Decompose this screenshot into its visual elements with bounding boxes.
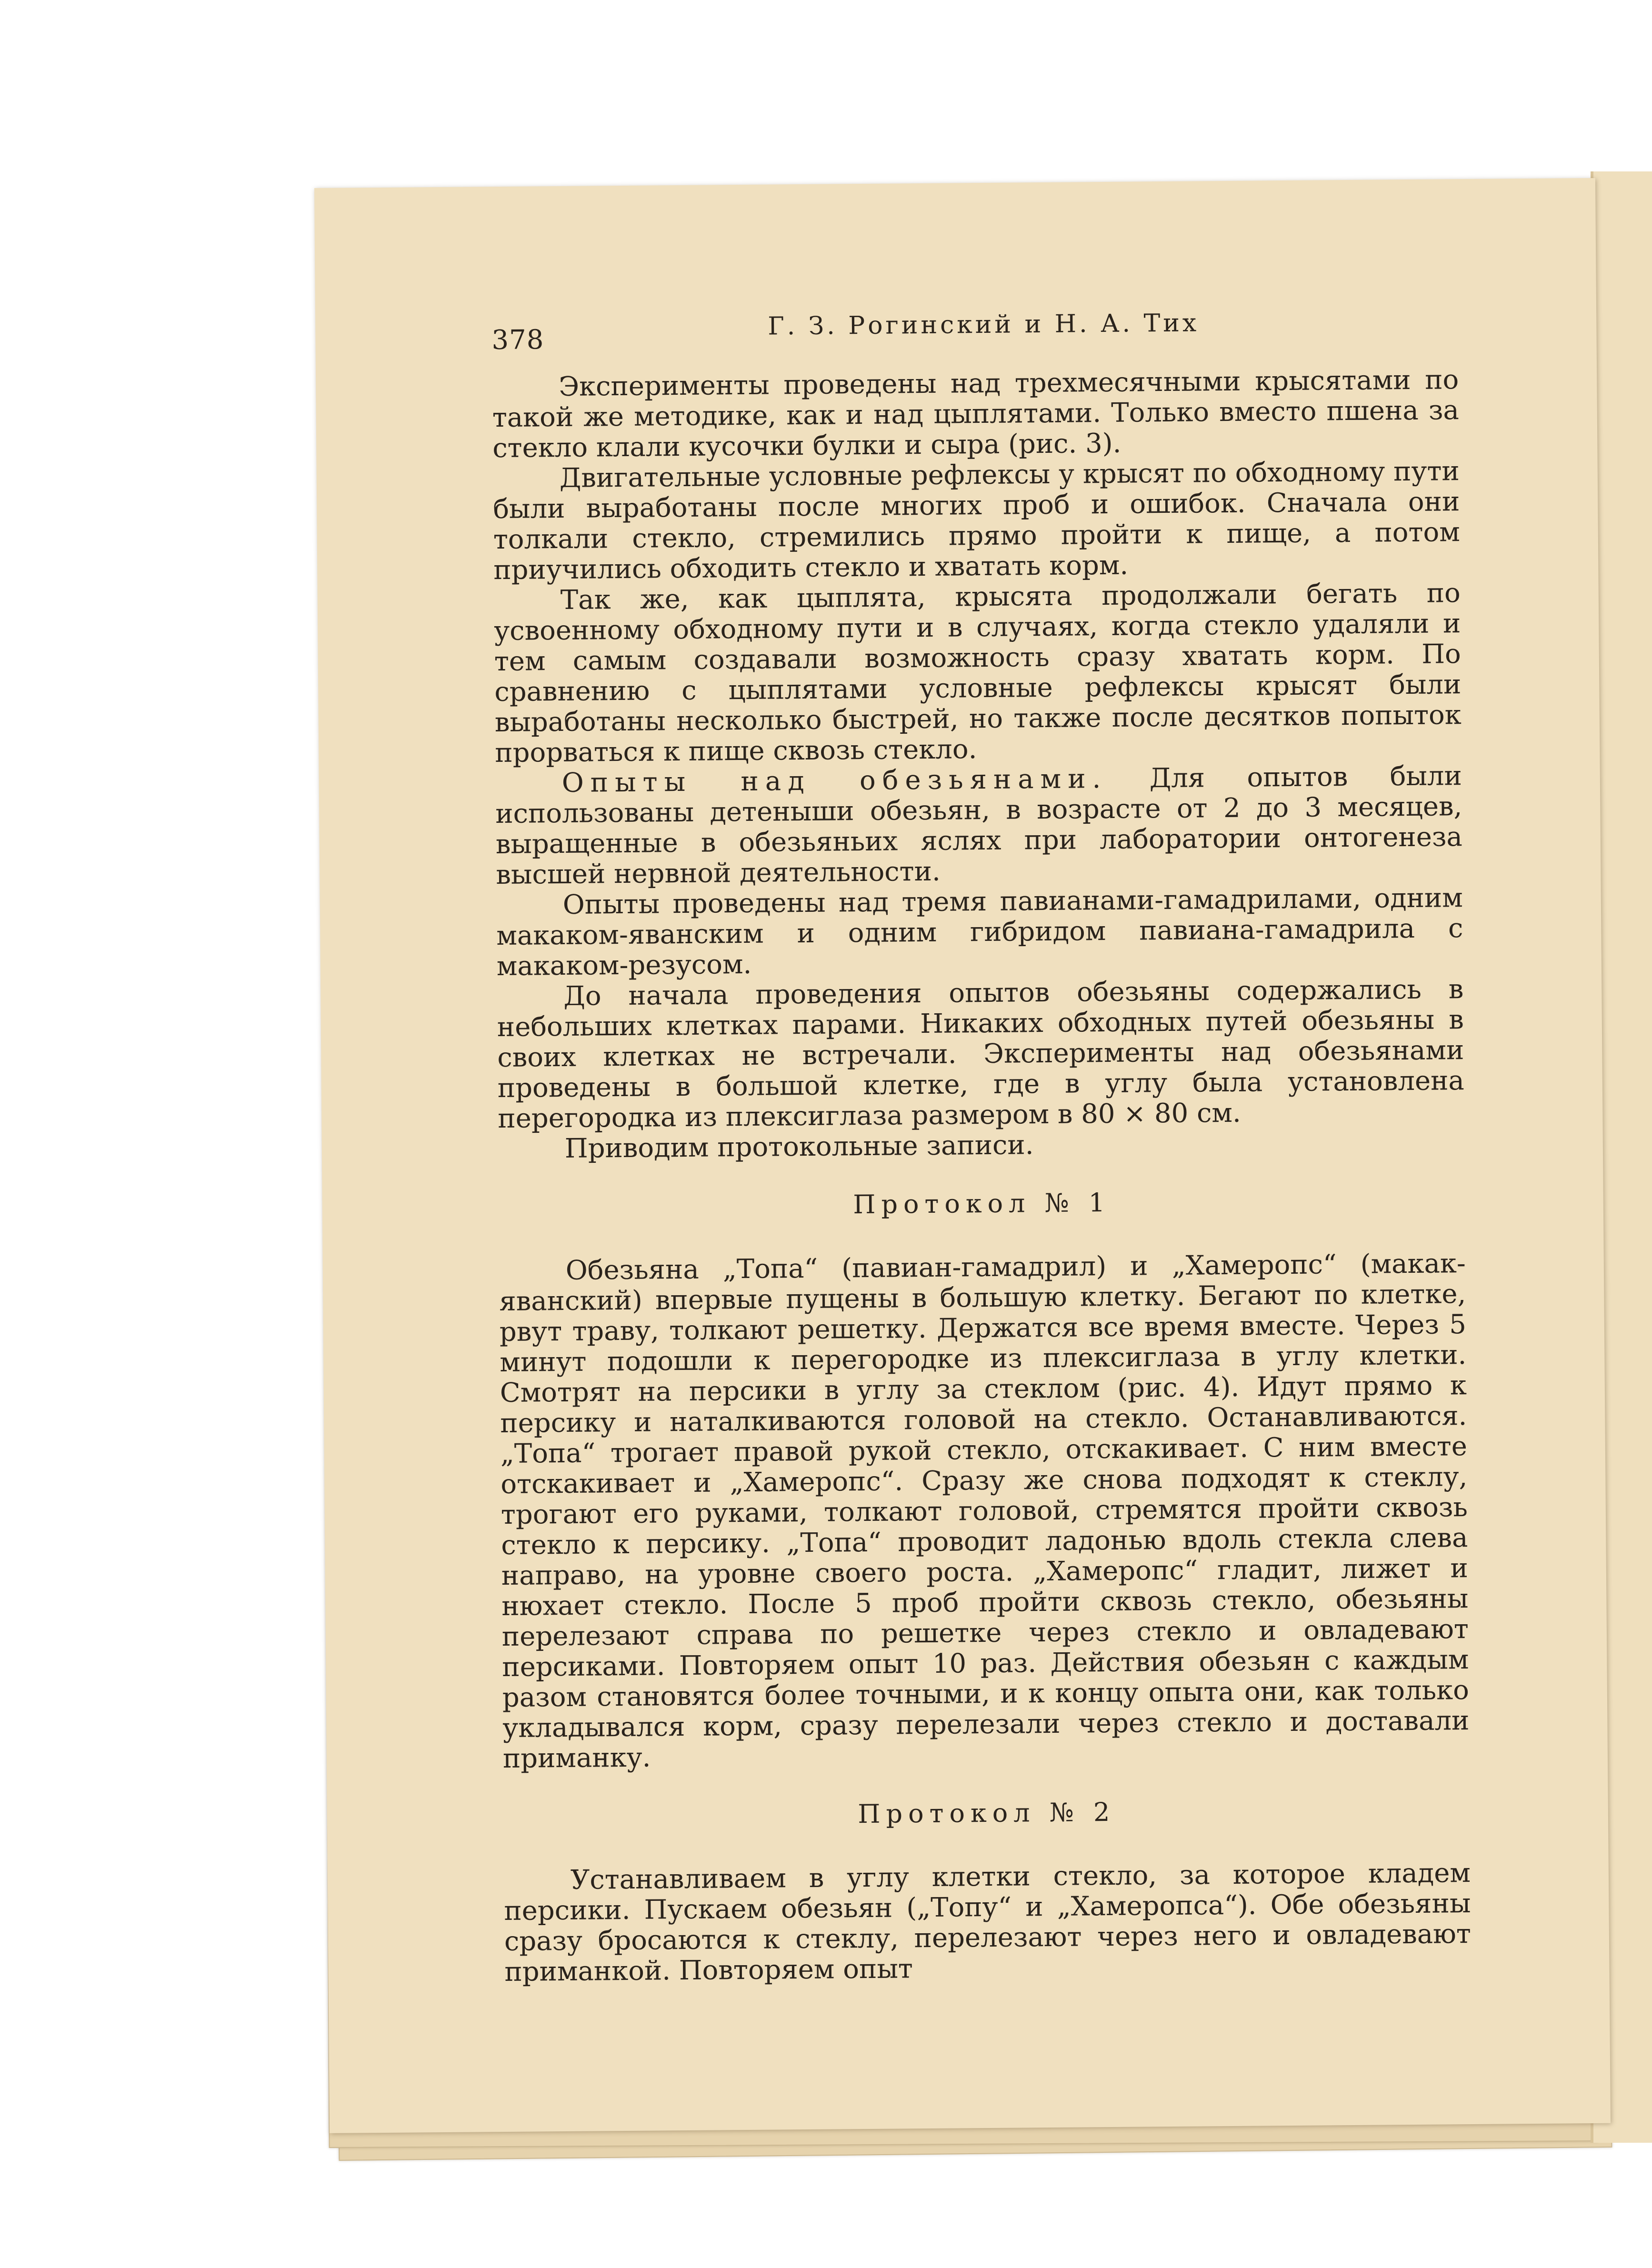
section-lead-monkeys: Опыты над обезьянами.: [561, 763, 1108, 799]
protocol-2-heading: Протокол № 2: [858, 1797, 1116, 1829]
paragraph-monkeys-intro: [495, 761, 1463, 890]
running-head: Г. З. Рогинский и Н. А. Тих: [768, 309, 1200, 341]
page-header: [491, 307, 1478, 356]
protocol-1-heading: Протокол № 1: [853, 1187, 1111, 1220]
paragraph-monkeys-cage: До начала проведения опытов обезьяны содержались в небольших клетках парами. Никаких обходных путей обезьяны в своих клетках не встречали. Эксперименты над обезьянами проведены в большой клетке, где в углу была установлена перегородка из плексиглаза размером в 80 × 80 см.: [497, 974, 1465, 1135]
body-text: [492, 365, 1472, 1988]
protocol-1-text: Обезьяна „Топа“ (павиан-гамадрил) и „Хамеропс“ (макак-яванский) впервые пущены в большую клетку. Бегают по клетке, рвут траву, толкают решетку. Держатся все время вместе. Через 5 минут подошли к перегородке из плексиглаза в углу клетки. Смотрят на персики в углу за стеклом (рис. 4). Идут прямо к персику и наталкиваются головой на стекло. Останавливаются. „Топа“ трогает правой рукой стекло, отскакивает. С ним вместе отскакивает и „Хамеропс“. Сразу же снова подходят к стеклу, трогают его руками, толкают головой, стремятся пройти сквозь стекло к персику. „Топа“ проводит ладонью вдоль стекла слева направо, на уровне своего роста. „Хамеропс“ гладит, лижет и нюхает стекло. После 5 проб пройти сквозь стекло, обезьяны перелезают справа по решетке через стекло и овладевают персиками. Повторяем опыт 10 раз. Действия обезьян с каждым разом становятся более точными, и к концу опыта они, как только укладывался корм, сразу перелезали через стекло и доставали приманку.: [499, 1248, 1470, 1774]
paragraph-monkeys-subjects: Опыты проведены над тремя павианами-гамадрилами, одним макаком-яванским и одним гибридом павиана-гамадрила с макаком-резусом.: [496, 882, 1463, 982]
page-number: 378: [491, 324, 544, 356]
paragraph-rats-comparison: Так же, как цыплята, крысята продолжали бегать по усвоенному обходному пути и в случаях, когда стекло удаляли и тем самым создавали возможность сразу хватать корм. По сравнению с цыплятами условные рефлексы крысят были выработаны несколько быстрей, но также после десятков попыток прорваться к пище сквозь стекло.: [494, 578, 1462, 769]
paragraph-protocol-intro: Приводим протокольные записи.: [564, 1129, 1034, 1164]
protocol-2-text: Устанавливаем в углу клетки стекло, за которое кладем персики. Пускаем обезьян („Топу“ и „Хамеропса“). Обе обезьяны сразу бросаются к стеклу, перелезают через него и овладевают приманкой. Повторяем опыт: [504, 1858, 1472, 1988]
paragraph-rats-reflexes: Двигательные условные рефлексы у крысят по обходному пути были выработаны после многих проб и ошибок. Сначала они толкали стекло, стремились прямо пройти к пище, а потом приучились обходить стекло и хватать корм.: [493, 456, 1461, 586]
book-page: [314, 178, 1611, 2133]
paragraph-monkeys-intro-text: Для опытов были использованы детеныши обезьян, в возрасте от 2 до 3 месяцев, выращенные в обезьяньих яслях при лаборатории онтогенеза высшей нервной деятельности.: [495, 760, 1463, 891]
paragraph-rats-method: Эксперименты проведены над трехмесячными крысятами по такой же методике, как и над цыплятами. Только вместо пшена за стекло клали кусочки булки и сыра (рис. 3).: [492, 364, 1459, 464]
